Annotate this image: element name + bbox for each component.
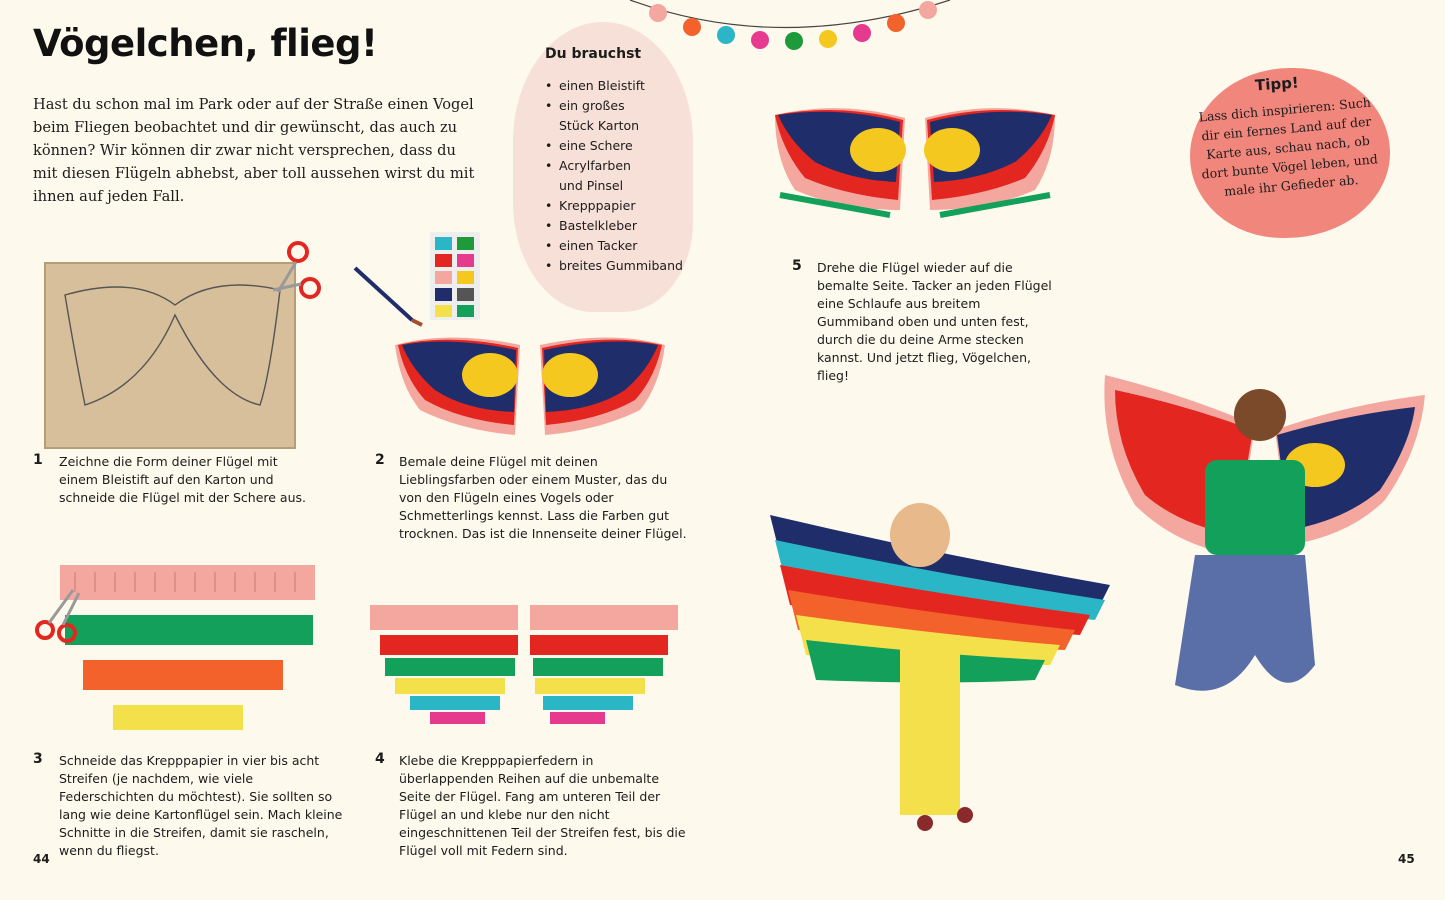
scissors-icon (35, 585, 85, 645)
step-4-number: 4 (375, 751, 385, 767)
materials-heading: Du brauchst (545, 46, 642, 62)
materials-item: • ein großes Stück Karton (545, 96, 683, 136)
materials-item: • eine Schere (545, 136, 683, 156)
painted-wings-illustration (390, 330, 670, 440)
step-5-text: Drehe die Flügel wieder auf die bemalte Seite. Tacker an jeden Flügel eine Schlaufe aus breitem Gummiband oben und unten fest, durch die du deine Arme stecken kannst. Und jetzt flieg, Vögelchen, flieg! (817, 260, 1052, 383)
boy-with-wings-illustration (1085, 335, 1445, 755)
page-title: Vögelchen, flieg! (33, 22, 378, 65)
materials-item: • Bastelkleber (545, 216, 683, 236)
materials-item: • einen Tacker (545, 236, 683, 256)
child-rainbow-wings-illustration (760, 495, 1120, 835)
tip-heading: Tipp! (1254, 73, 1300, 95)
page-number-left: 44 (33, 852, 50, 866)
intro-text: Hast du schon mal im Park oder auf der Straße einen Vogel beim Fliegen beobachtet und dir gewünscht, das auch zu können? Wir können dir zwar nicht versprechen, dass du mit diesen Flügeln abhebst, aber toll aussehen wirst du mit ihnen auf jeden Fall. (33, 96, 475, 205)
materials-item: • einen Bleistift (545, 76, 683, 96)
materials-item: • Acrylfarben und Pinsel (545, 156, 683, 196)
finished-wings-illustration (770, 100, 1060, 225)
materials-list (545, 76, 683, 276)
step-1-text: Zeichne die Form deiner Flügel mit einem Bleistift auf den Karton und schneide die Flügel mit der Schere aus. (59, 454, 306, 505)
step-3-text: Schneide das Krepppapier in vier bis acht Streifen (je nachdem, wie viele Federschichten du möchtest). Sie sollten so lang wie deine Kartonflügel sein. Mach kleine Schnitte in die Streifen, damit sie rascheln, wenn du fliegst. (59, 753, 343, 858)
feathered-wings-illustration (365, 600, 685, 730)
step-5-number: 5 (792, 258, 802, 274)
tip-text: Lass dich inspirieren: Such dir ein fernes Land auf der Karte aus, schau nach, ob dort bunte Vögel leben, und male ihr Gefieder ab. (1198, 94, 1379, 199)
scissors-icon (268, 240, 328, 310)
materials-item: • Krepppapier (545, 196, 683, 216)
step-2-number: 2 (375, 452, 385, 468)
step-2-text: Bemale deine Flügel mit deinen Lieblingsfarben oder einem Muster, das du von den Flügeln eines Vogels oder Schmetterlings kennst. Lass die Farben gut trocknen. Das ist die Innenseite deiner Flügel. (399, 454, 687, 541)
step-3-number: 3 (33, 751, 43, 767)
page-number-right: 45 (1398, 852, 1415, 866)
materials-item: • breites Gummiband (545, 256, 683, 276)
paintbrush-icon (352, 265, 432, 325)
step-4-text: Klebe die Krepppapierfedern in überlappenden Reihen auf die unbemalte Seite der Flügel. Fang am unteren Teil der Flügel an und klebe nur den nicht eingeschnittenen Teil der Streifen fest, bis die Flügel voll mit Federn sind. (399, 753, 686, 858)
garland-icon (630, 0, 950, 65)
paint-palette-icon (430, 232, 480, 322)
step-1-number: 1 (33, 452, 43, 468)
